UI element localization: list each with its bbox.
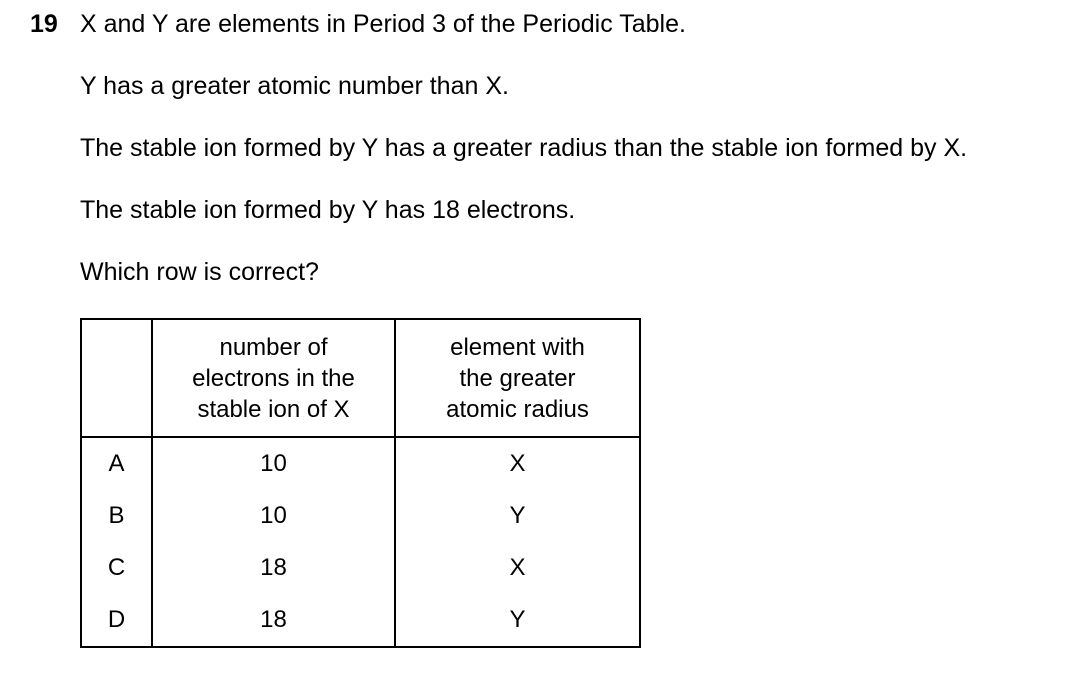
table-row [81, 594, 640, 647]
header-electrons-line-2: electrons in the [192, 364, 355, 392]
table-row [81, 542, 640, 594]
question-number: 19 [30, 10, 58, 38]
header-electrons [152, 319, 395, 437]
element-cell: X [395, 542, 640, 594]
table-row [81, 490, 640, 542]
header-element-line-3: atomic radius [446, 395, 589, 423]
element-cell: Y [395, 594, 640, 647]
element-cell: Y [395, 490, 640, 542]
question-line-4: The stable ion formed by Y has 18 electrons. [80, 196, 576, 224]
question-line-3: The stable ion formed by Y has a greater radius than the stable ion formed by X. [80, 134, 968, 162]
table-row [81, 437, 640, 490]
option-letter: B [81, 490, 152, 542]
question-line-1: X and Y are elements in Period 3 of the Periodic Table. [80, 10, 686, 38]
header-option [81, 319, 152, 437]
electrons-cell: 10 [152, 437, 395, 490]
header-element-line-1: element with [450, 333, 585, 361]
element-cell: X [395, 437, 640, 490]
answer-table [80, 318, 641, 648]
header-element [395, 319, 640, 437]
electrons-cell: 10 [152, 490, 395, 542]
option-letter: C [81, 542, 152, 594]
option-letter: A [81, 437, 152, 490]
header-electrons-line-1: number of [219, 333, 328, 361]
header-electrons-line-3: stable ion of X [197, 395, 350, 423]
question-line-2: Y has a greater atomic number than X. [80, 72, 509, 100]
electrons-cell: 18 [152, 594, 395, 647]
question-prompt: Which row is correct? [80, 258, 319, 286]
electrons-cell: 18 [152, 542, 395, 594]
table-header-row [81, 319, 640, 437]
option-letter: D [81, 594, 152, 647]
header-element-line-2: the greater [459, 364, 576, 392]
